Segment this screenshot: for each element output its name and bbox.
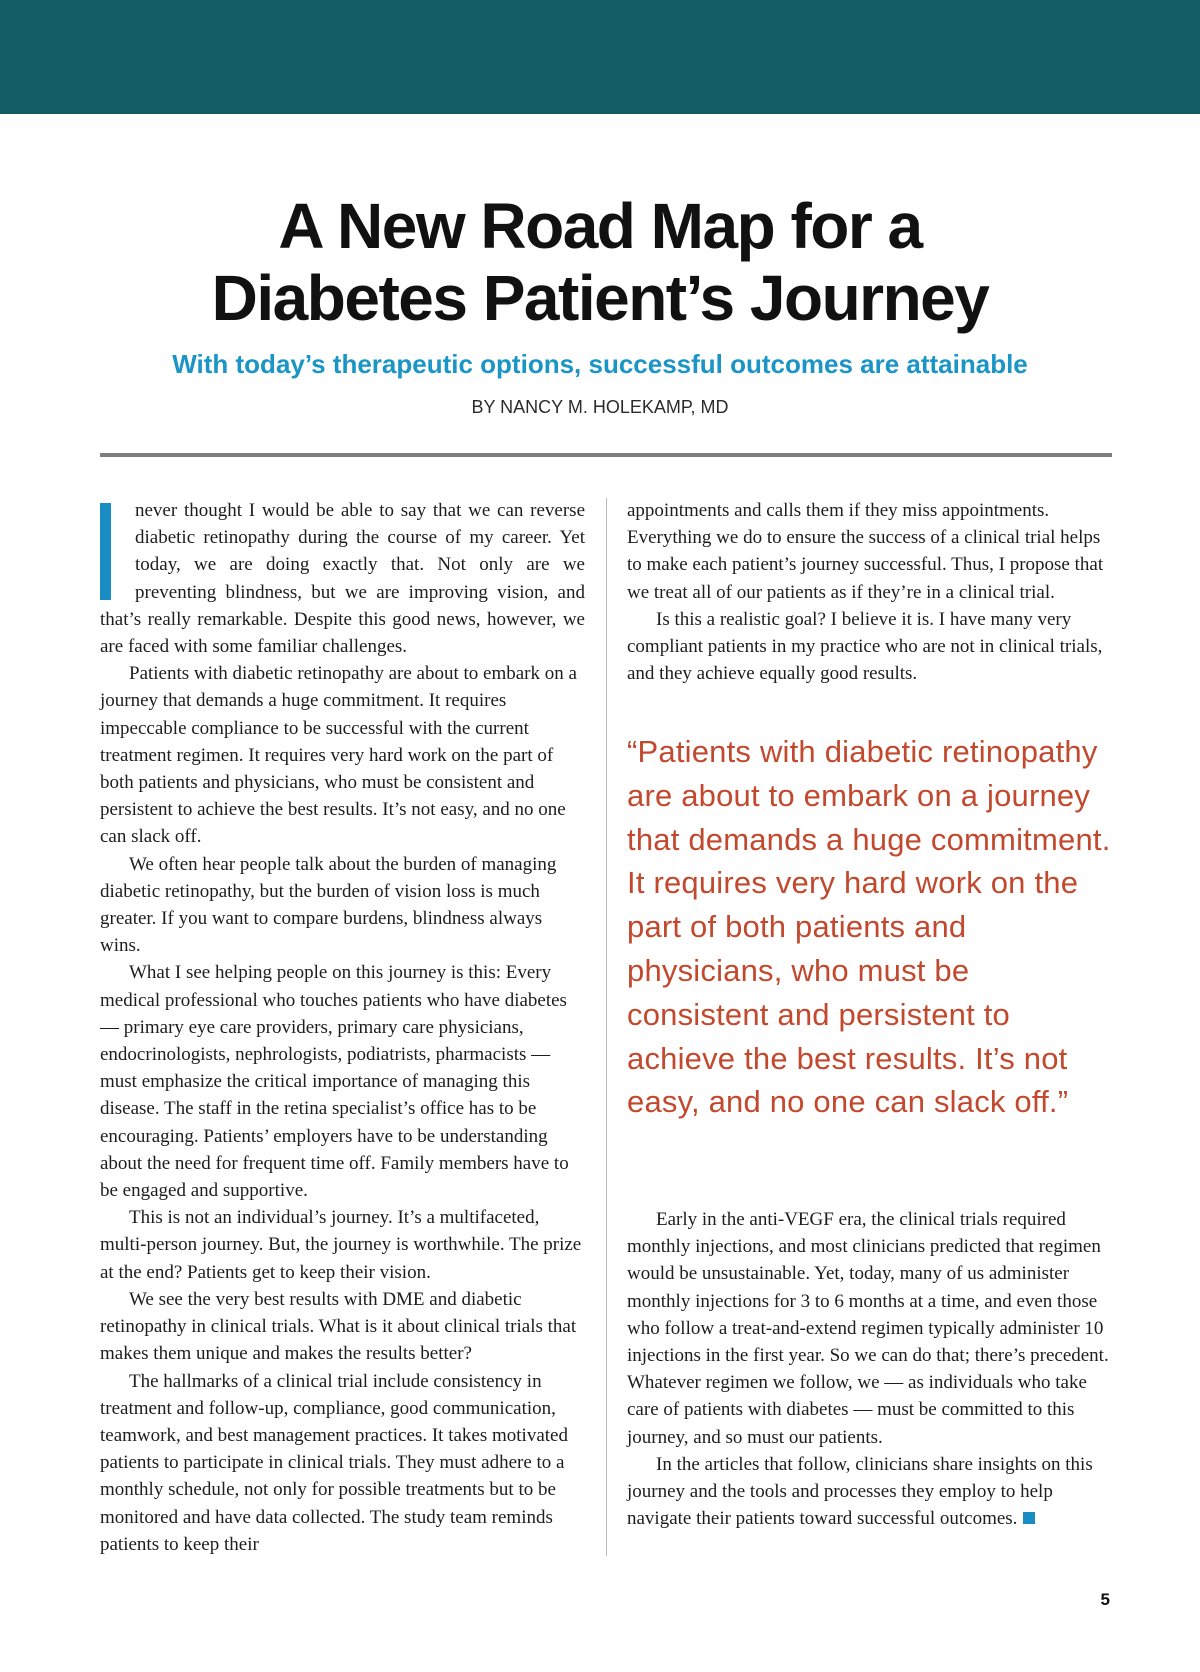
end-of-article-icon <box>1023 1512 1035 1524</box>
right-column-bottom <box>627 1206 1111 1532</box>
article-byline: BY NANCY M. HOLEKAMP, MD <box>471 397 729 417</box>
left-column <box>100 497 585 1558</box>
article-title <box>0 190 1200 334</box>
body-paragraph: Early in the anti-VEGF era, the clinical trials required monthly injections, and most clinicians predicted that regimen would be unsustainable. Yet, today, many of us administer monthly injections for 3 to 6 months at a time, and even those who follow a treat-and-extend regimen typically administer 10 injections in the first year. So we can do that; there’s precedent. Whatever regimen we follow, we — as individuals who take care of patients with diabetes — must be committed to this journey, and so must our patients. <box>627 1209 1109 1448</box>
body-paragraph: Patients with diabetic retinopathy are about to embark on a journey that demands a huge commitment. It requires impeccable compliance to be successful with the current treatment regimen. It requires very hard work on the part of both patients and physicians, who must be consistent and persistent to achieve the best results. It’s not easy, and no one can slack off. <box>100 663 577 848</box>
column-divider <box>606 498 607 1556</box>
right-column-top <box>627 497 1111 687</box>
article-subtitle: With today’s therapeutic options, successful outcomes are attainable <box>172 349 1028 379</box>
body-paragraph: We see the very best results with DME and diabetic retinopathy in clinical trials. What is it about clinical trials that makes them unique and makes the results better? <box>100 1288 577 1365</box>
body-paragraph-text: never thought I would be able to say that we can reverse diabetic retinopathy during the course of my career. Yet today, we are doing exactly that. Not only are we preventing blindness, but we are improving vision, and that’s really remarkable. Despite this good news, however, we are faced with some familiar challenges. <box>100 500 585 658</box>
body-paragraph <box>627 1451 1111 1533</box>
pull-quote: “Patients with diabetic retinopathy are about to embark on a journey that demands a huge commitment. It requires very hard work on the part of both patients and physicians, who must be consistent and persistent to achieve the best results. It’s not easy, and no one can slack off.” <box>627 734 1111 1120</box>
header-band <box>0 0 1200 114</box>
body-paragraph: appointments and calls them if they miss appointments. Everything we do to ensure the success of a clinical trial helps to make each patient’s journey successful. Thus, I propose that we treat all of our patients as if they’re in a clinical trial. <box>627 500 1104 603</box>
dropcap-letter <box>100 503 101 504</box>
body-paragraph: The hallmarks of a clinical trial include consistency in treatment and follow-up, compliance, good communication, teamwork, and best management practices. It takes motivated patients to participate in clinical trials. They must adhere to a monthly schedule, not only for possible treatments but to be monitored and have data collected. The study team reminds patients to keep their <box>100 1370 568 1555</box>
body-paragraph: We often hear people talk about the burden of managing diabetic retinopathy, but the burden of vision loss is much greater. If you want to compare burdens, blindness always wins. <box>100 853 557 957</box>
title-line-2: Diabetes Patient’s Journey <box>211 262 989 334</box>
dropcap-bar <box>100 503 111 600</box>
body-paragraph-text: In the articles that follow, clinicians share insights on this journey and the tools and processes they employ to help navigate their patients toward successful outcomes. <box>627 1453 1093 1530</box>
page-number: 5 <box>1100 1590 1110 1609</box>
body-paragraph: What I see helping people on this journey is this: Every medical professional who touches patients who have diabetes — primary eye care providers, primary care physicians, endocrinologists, nephrologists, podiatrists, pharmacists — must emphasize the critical importance of managing this disease. The staff in the retina specialist’s office has to be encouraging. Patients’ employers have to be understanding about the need for frequent time off. Family members have to be engaged and supportive. <box>100 962 569 1202</box>
header-divider <box>100 453 1112 457</box>
body-paragraph <box>100 497 585 660</box>
title-line-1: A New Road Map for a <box>278 190 922 262</box>
body-paragraph: This is not an individual’s journey. It’s a multifaceted, multi-person journey. But, the journey is worthwhile. The prize at the end? Patients get to keep their vision. <box>100 1207 582 1283</box>
body-paragraph: Is this a realistic goal? I believe it is. I have many very compliant patients in my practice who are not in clinical trials, and they achieve equally good results. <box>627 608 1103 685</box>
